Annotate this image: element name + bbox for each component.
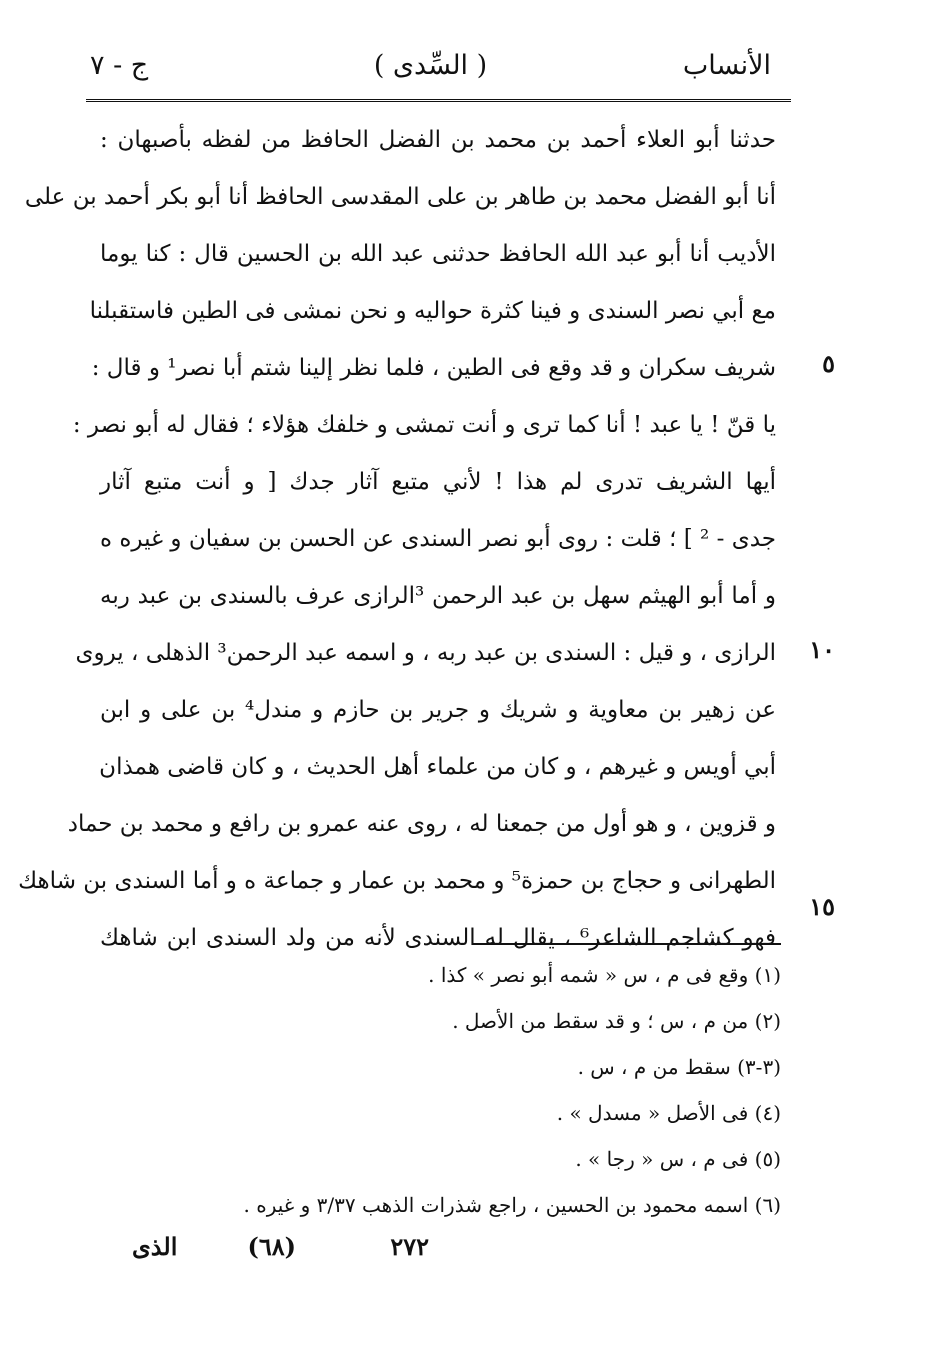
footnote: (١) وقع فى م ، س « شمه أبو نصر » كذا . [428, 963, 781, 987]
footnote: (٣-٣) سقط من م ، س . [577, 1055, 781, 1079]
text-line: أبي أويس و غيرهم ، و كان من علماء أهل الحديث ، و كان قاضى همذان [99, 754, 776, 780]
footnote-rule [472, 943, 781, 945]
line-number: ٥ [822, 349, 835, 378]
entry-heading: ( السِّدى ) [373, 50, 488, 81]
page-number: ٢٧٢ [390, 1232, 429, 1261]
body-text [18, 112, 777, 967]
text-line: الرازى ، و قيل : السندى بن عبد ربه ، و اسمه عبد الرحمن³ الذهلى ، يروى [75, 640, 776, 666]
text-line: فهو كشاجم الشاعر⁶ ، يقال له السندى لأنه من ولد السندى ابن شاهك [100, 925, 776, 951]
line-number: ١٠ [809, 635, 835, 664]
text-line: أيها الشريف تدرى لم هذا ! لأني متبع آثار جدك [ و أنت متبع آثار [100, 469, 776, 495]
footnote: (٤) فى الأصل « مسدل » . [556, 1101, 781, 1125]
line-number: ١٥ [809, 892, 835, 921]
footnote: (٦) اسمه محمود بن الحسين ، راجع شذرات الذهب ٣/٣٧ و غيره . [243, 1193, 781, 1217]
signature-mark: (٦٨) [247, 1232, 296, 1261]
text-line: الأديب أنا أبو عبد الله الحافظ حدثنى عبد الله بن الحسين قال : كنا يوما [100, 241, 776, 267]
book-title: الأنساب [682, 50, 771, 81]
footnotes [221, 952, 781, 1228]
footnote: (٢) من م ، س ؛ و قد سقط من الأصل . [452, 1009, 781, 1033]
text-line: الطهرانى و حجاج بن حمزة⁵ و محمد بن عمار و جماعة ه و أما السندى بن شاهك [18, 868, 776, 894]
text-line: مع أبي نصر السندى و فينا كثرة حواليه و نحن نمشى فى الطين فاستقبلنا [89, 298, 776, 324]
text-line: أنا أبو الفضل محمد بن طاهر بن على المقدسى الحافظ أنا أبو بكر أحمد بن على [24, 184, 776, 210]
footnote: (٥) فى م ، س « رجا » . [575, 1147, 781, 1171]
page-footer [120, 1232, 781, 1272]
text-line: يا قنّ ! يا عبد ! أنا كما ترى و أنت تمشى و خلفك هؤلاء ؛ فقال له أبو نصر : [72, 412, 776, 438]
text-line: جدى - ² ] ؛ قلت : روى أبو نصر السندى عن الحسن بن سفيان و غيره ه [100, 526, 777, 552]
text-line: و قزوين ، و هو أول من جمعنا له ، روى عنه عمرو بن رافع و محمد بن حماد [67, 811, 776, 837]
text-line: شريف سكران و قد وقع فى الطين ، فلما نظر إلينا شتم أبا نصر¹ و قال : [91, 355, 776, 381]
volume-label: ج - ٧ [90, 50, 149, 81]
text-line: حدثنا أبو العلاء أحمد بن محمد بن الفضل الحافظ من لفظه بأصبهان : [100, 127, 776, 153]
text-line: عن زهير بن معاوية و شريك و جرير بن حازم و مندل⁴ بن على و ابن [100, 697, 776, 723]
header-rule [86, 99, 791, 102]
running-header [90, 46, 771, 96]
text-line: و أما أبو الهيثم سهل بن عبد الرحمن ³الرازى عرف بالسندى بن عبد ربه [100, 583, 776, 609]
catchword: الذى [132, 1232, 178, 1261]
